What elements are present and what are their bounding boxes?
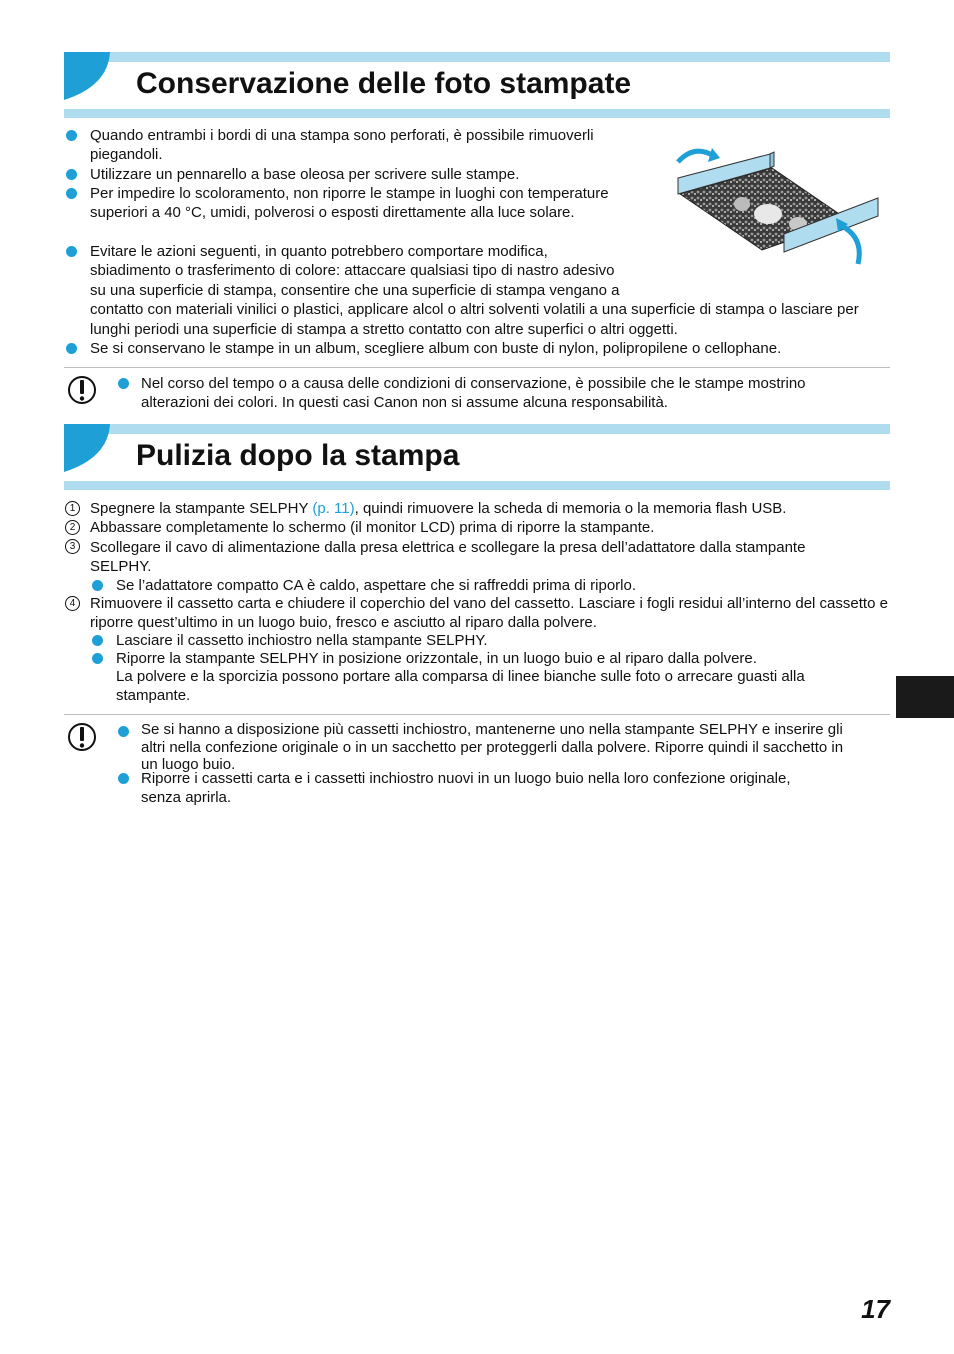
- step-number-1: 1: [65, 501, 80, 516]
- step-number-2: 2: [65, 520, 80, 535]
- section-title: Conservazione delle foto stampate: [136, 67, 632, 100]
- bullet-text-content: Evitare le azioni seguenti, in quanto potrebbero comportare modifica, sbiadimento o trasferimento di colore: attaccare qualsiasi tipo di nastro adesivo su una superficie di stampa, consentire che una superficie di stampa vengano a contatto con materiali vinilici o plastici, applicare alcol o altri solventi volatili a una superficie di stampa o lasciare per lunghi periodi una superficie di stampa a stretto contatto con altre superfici o altri oggetti.: [90, 243, 859, 338]
- header-band-top: [64, 424, 890, 434]
- bullet-dot: [66, 343, 77, 354]
- caution-icon: [67, 721, 97, 753]
- step-text-part: , quindi rimuovere la scheda di memoria o la memoria flash USB.: [354, 500, 787, 517]
- bullet-text: Quando entrambi i bordi di una stampa sono perforati, è possibile rimuoverli piegandoli.: [90, 127, 594, 164]
- bullet-dot: [92, 580, 103, 591]
- bullet-dot: [118, 378, 129, 389]
- bullet-text: Per impedire lo scoloramento, non riporre le stampe in luoghi con temperature superiori a 40 °C, umidi, polverosi o esposti direttamente alla luce solare.: [90, 185, 609, 222]
- step-number-3: 3: [65, 539, 80, 554]
- header-band-top: [64, 52, 890, 62]
- bullet-dot: [92, 635, 103, 646]
- caution-text: Nel corso del tempo o a causa delle condizioni di conservazione, è possibile che le stampe mostrino alterazioni dei colori. In questi casi Canon non si assume alcuna responsabilità.: [141, 375, 806, 412]
- page-reference-link[interactable]: (p. 11): [312, 500, 355, 517]
- caution-text: Se si hanno a disposizione più cassetti inchiostro, mantenerne uno nella stampante SELPHY e inserire gli altri nella confezione originale o in un sacchetto per proteggerli dalla polvere. Riporre quindi il sacchetto in un luogo buio.: [141, 721, 844, 773]
- bullet-dot: [66, 130, 77, 141]
- step-text: Abbassare completamente lo schermo (il monitor LCD) prima di riporre la stampante.: [90, 519, 655, 536]
- bullet-text: Se si conservano le stampe in un album, scegliere album con buste di nylon, polipropilene o cellophane.: [90, 340, 782, 357]
- page-number: 17: [861, 1294, 890, 1324]
- step-number-4: 4: [65, 596, 80, 611]
- divider: [64, 714, 890, 715]
- section-header-pulizia: [64, 424, 890, 490]
- bullet-text: Se l’adattatore compatto CA è caldo, aspettare che si raffreddi prima di riporlo.: [116, 577, 636, 594]
- section-title: Pulizia dopo la stampa: [136, 439, 460, 472]
- bullet-dot: [66, 246, 77, 257]
- header-corner-shape: [64, 424, 124, 474]
- bullet-dot: [92, 653, 103, 664]
- bullet-dot: [66, 169, 77, 180]
- chapter-tab: [896, 676, 954, 718]
- bullet-text: [90, 242, 880, 339]
- illustration-float-space: [624, 242, 880, 282]
- divider: [64, 367, 890, 368]
- header-corner-shape: [64, 52, 124, 102]
- bullet-text: Utilizzare un pennarello a base oleosa per scrivere sulle stampe.: [90, 166, 520, 183]
- step-text-part: Spegnere la stampante SELPHY: [90, 500, 313, 517]
- bullet-text: Lasciare il cassetto inchiostro nella stampante SELPHY.: [116, 632, 488, 649]
- bullet-dot: [118, 726, 129, 737]
- step-text: [90, 499, 890, 518]
- section-header-conservazione: [64, 52, 890, 118]
- header-band-bottom: [64, 109, 890, 118]
- bullet-continuation-text: La polvere e la sporcizia possono portare alla comparsa di linee bianche sulle foto o arrecare guasti alla stampante.: [116, 668, 805, 705]
- step-text: Rimuovere il cassetto carta e chiudere il coperchio del vano del cassetto. Lasciare i fogli residui all’interno del cassetto e riporre quest’ultimo in un luogo buio, fresco e asciutto al riparo dalla polvere.: [90, 595, 888, 632]
- caution-icon: [67, 374, 97, 406]
- step-text: Scollegare il cavo di alimentazione dalla presa elettrica e scollegare la presa dell’adattatore dalla stampante SELPHY.: [90, 539, 806, 576]
- bullet-text: Riporre la stampante SELPHY in posizione orizzontale, in un luogo buio e al riparo dalla polvere.: [116, 650, 757, 667]
- header-band-bottom: [64, 481, 890, 490]
- bullet-dot: [66, 188, 77, 199]
- caution-text: Riporre i cassetti carta e i cassetti inchiostro nuovi in un luogo buio nella loro confezione originale, senza aprirla.: [141, 770, 791, 807]
- bullet-dot: [118, 773, 129, 784]
